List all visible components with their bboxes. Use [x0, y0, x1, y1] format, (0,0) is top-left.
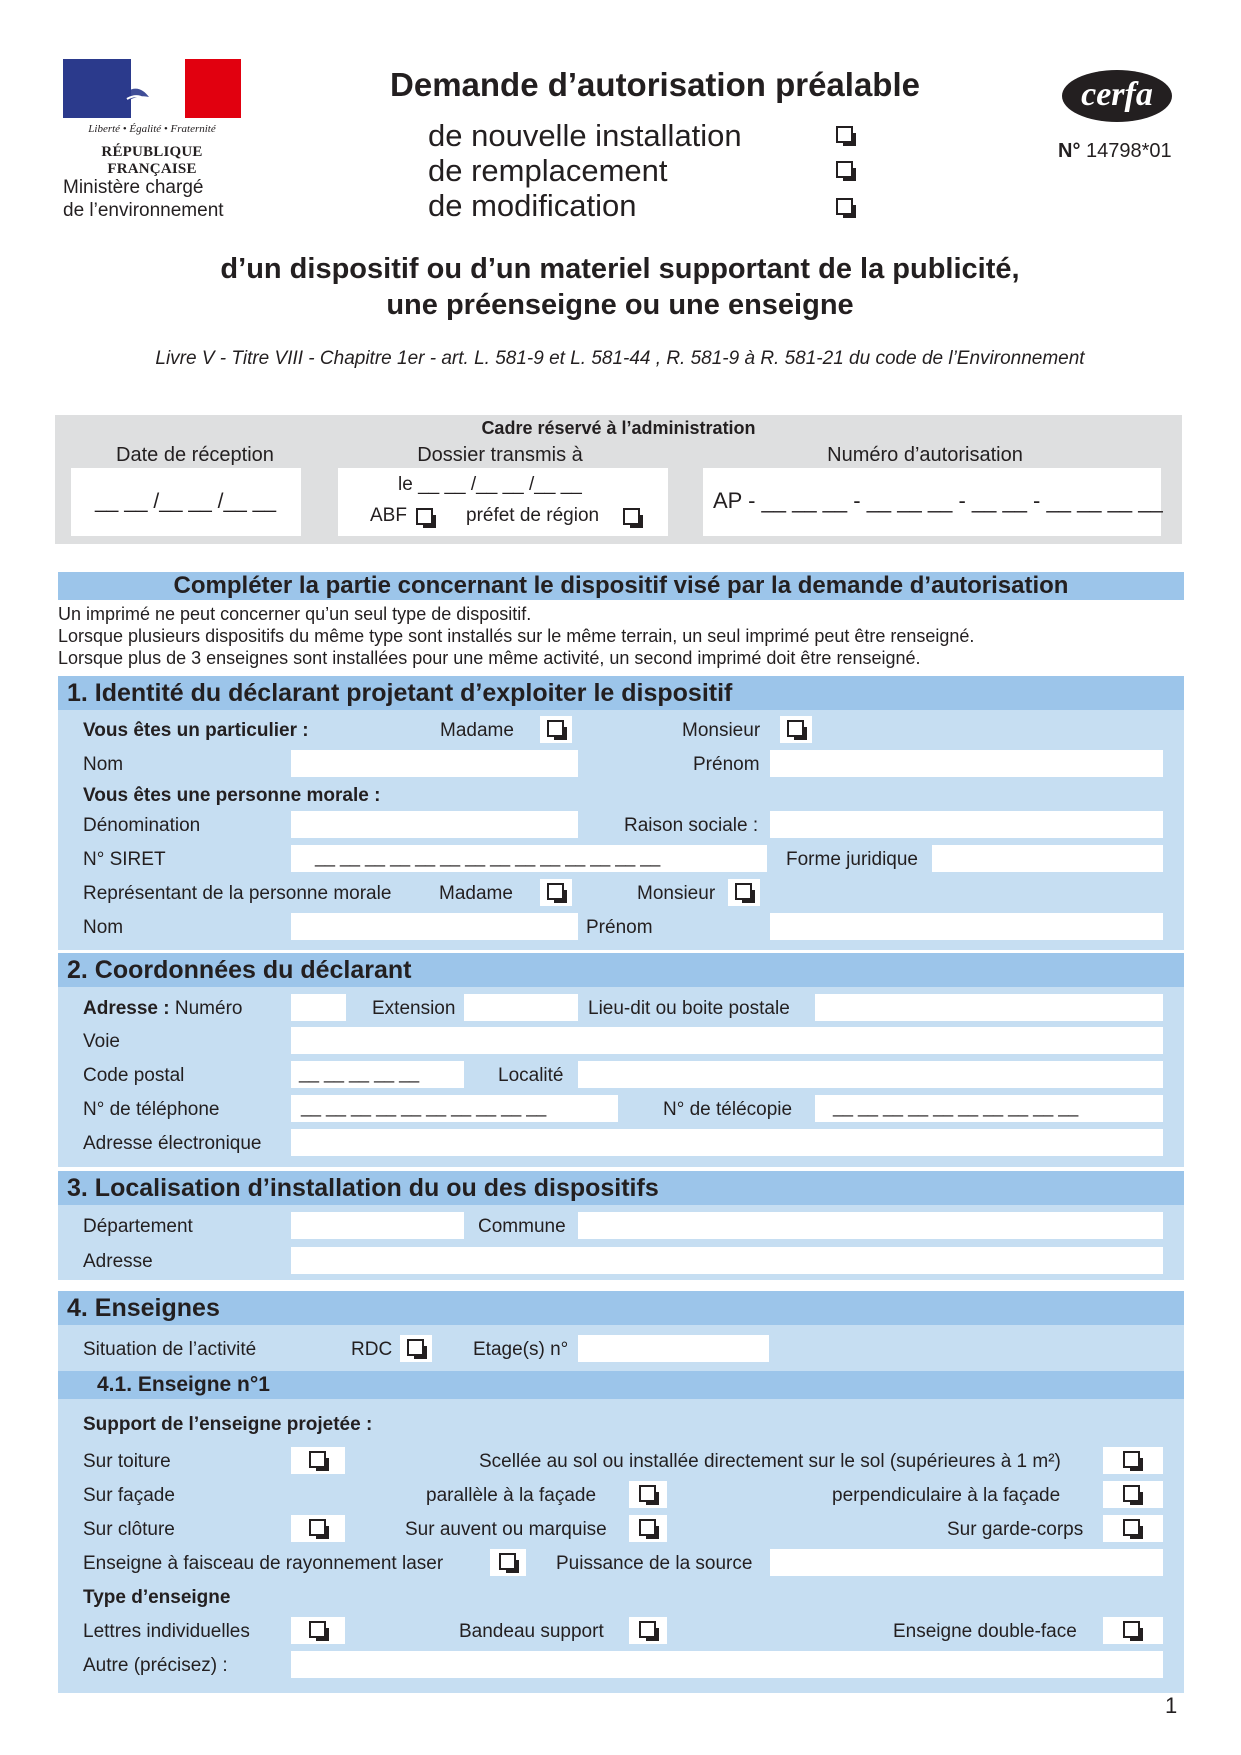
particulier-prenom-input[interactable]: [770, 750, 1163, 777]
particulier-monsieur-checkbox[interactable]: [780, 716, 812, 743]
checkbox-modification[interactable]: [836, 198, 853, 220]
siret-input[interactable]: [291, 845, 767, 872]
garde-corps-checkbox[interactable]: [1103, 1515, 1163, 1542]
scellee-label: Scellée au sol ou installée directement sur le sol (supérieures à 1 m²): [479, 1451, 1061, 1472]
adresse-numero-label: [83, 998, 242, 1020]
forme-juridique-label: Forme juridique: [786, 849, 918, 870]
abf-checkbox[interactable]: [416, 508, 433, 530]
commune-input[interactable]: [578, 1212, 1163, 1239]
nom-label: Nom: [83, 754, 124, 775]
telephone-mask: __ __ __ __ __ __ __ __ __ __: [301, 1097, 547, 1117]
support-label: Support de l’enseigne projetée :: [83, 1414, 373, 1435]
forme-juridique-input[interactable]: [932, 845, 1163, 872]
parallele-checkbox[interactable]: [629, 1481, 667, 1508]
code-postal-label: Code postal: [83, 1065, 185, 1086]
checkbox-remplacement[interactable]: [836, 161, 853, 183]
morale-label: Vous êtes une personne morale :: [83, 785, 381, 806]
section2-title: 2. Coordonnées du déclarant: [58, 953, 1184, 987]
autre-input[interactable]: [291, 1651, 1163, 1678]
section4-title: 4. Enseignes: [58, 1291, 1184, 1325]
toiture-checkbox[interactable]: [291, 1447, 345, 1474]
perpendiculaire-label: perpendiculaire à la façade: [832, 1485, 1061, 1506]
checkbox-nouvelle[interactable]: [836, 126, 853, 148]
telecopie-label: N° de télécopie: [663, 1099, 793, 1120]
code-postal-mask: __ __ __ __ __: [299, 1063, 420, 1083]
section3-title: 3. Localisation d’installation du ou des dispositifs: [58, 1171, 1184, 1205]
representant-monsieur-label: Monsieur: [637, 883, 716, 904]
lettres-checkbox[interactable]: [291, 1617, 345, 1644]
facade-label: Sur façade: [83, 1485, 175, 1506]
admin-title: Cadre réservé à l’administration: [481, 418, 756, 438]
voie-input[interactable]: [291, 1027, 1163, 1054]
option-remplacement: de remplacement: [428, 153, 668, 188]
numero-autorisation-field[interactable]: [703, 468, 1161, 536]
lettres-label: Lettres individuelles: [83, 1621, 250, 1642]
double-face-checkbox[interactable]: [1103, 1617, 1163, 1644]
representant-madame-checkbox[interactable]: [540, 879, 572, 906]
legal-reference: Livre V - Titre VIII - Chapitre 1er - art. L. 581-9 et L. 581-44 , R. 581-9 à R. 581-21 du code de l’Environnement: [155, 348, 1085, 369]
rdc-checkbox[interactable]: [400, 1335, 432, 1362]
puissance-input[interactable]: [770, 1549, 1163, 1576]
numero-autorisation-label: Numéro d’autorisation: [827, 444, 1023, 466]
laser-checkbox[interactable]: [490, 1549, 526, 1576]
extension-input[interactable]: [464, 994, 578, 1021]
raison-sociale-label: Raison sociale :: [624, 815, 759, 836]
representant-prenom-input[interactable]: [770, 913, 1163, 940]
cerfa-number-label: N°: [1058, 140, 1081, 162]
telecopie-mask: __ __ __ __ __ __ __ __ __ __: [833, 1097, 1079, 1117]
representant-prenom-label: Prénom: [586, 917, 653, 938]
bandeau-label: Bandeau support: [459, 1621, 604, 1642]
rdc-label: RDC: [351, 1339, 393, 1360]
section1-title: 1. Identité du déclarant projetant d’exploiter le dispositif: [58, 676, 1184, 710]
particulier-monsieur-label: Monsieur: [682, 720, 761, 741]
republic-name: RÉPUBLIQUE FRANÇAISE: [101, 144, 203, 177]
auvent-checkbox[interactable]: [629, 1515, 667, 1542]
ministry-line1: Ministère chargé: [63, 177, 204, 198]
commune-label: Commune: [478, 1216, 566, 1237]
puissance-label: Puissance de la source: [556, 1553, 753, 1574]
cerfa-number: [1058, 140, 1172, 163]
departement-label: Département: [83, 1216, 193, 1237]
option-nouvelle: de nouvelle installation: [428, 118, 742, 153]
instructions-heading: Compléter la partie concernant le dispositif visé par la demande d’autorisation: [58, 572, 1184, 600]
section3-adresse-label: Adresse: [83, 1251, 153, 1272]
date-mask: __ __ /__ __ /__ __: [95, 490, 276, 513]
dossier-label: Dossier transmis à: [417, 444, 583, 466]
garde-corps-label: Sur garde-corps: [947, 1519, 1084, 1540]
prenom-label: Prénom: [693, 754, 760, 775]
date-reception-field[interactable]: [71, 468, 301, 536]
siret-label: N° SIRET: [83, 849, 166, 870]
cerfa-number-value: 14798*01: [1086, 140, 1172, 162]
scellee-checkbox[interactable]: [1103, 1447, 1163, 1474]
perpendiculaire-checkbox[interactable]: [1103, 1481, 1163, 1508]
departement-input[interactable]: [291, 1212, 464, 1239]
page-number: 1: [1165, 1693, 1178, 1718]
toiture-label: Sur toiture: [83, 1451, 171, 1472]
admin-reserved-box: [55, 415, 1182, 544]
dossier-field[interactable]: [338, 468, 668, 536]
situation-label: Situation de l’activité: [83, 1339, 257, 1360]
instruction-line: Lorsque plus de 3 enseignes sont installées pour une même activité, un second imprimé doit être renseigné.: [58, 648, 921, 668]
option-modification: de modification: [428, 188, 637, 223]
etage-input[interactable]: [578, 1335, 769, 1362]
date-reception-label: Date de réception: [116, 444, 274, 466]
denomination-input[interactable]: [291, 811, 578, 838]
email-input[interactable]: [291, 1129, 1163, 1156]
lieudit-label: Lieu-dit ou boite postale: [588, 998, 790, 1019]
ministry: [63, 176, 253, 222]
prefet-label: préfet de région: [466, 505, 600, 526]
localite-label: Localité: [498, 1065, 564, 1086]
auvent-label: Sur auvent ou marquise: [405, 1519, 607, 1540]
representant-monsieur-checkbox[interactable]: [728, 879, 760, 906]
type-enseigne-label: Type d’enseigne: [83, 1587, 231, 1608]
denomination-label: Dénomination: [83, 815, 201, 836]
particulier-madame-checkbox[interactable]: [540, 716, 572, 743]
instruction-line: Lorsque plusieurs dispositifs du même type sont installés sur le même terrain, un seul imprimé peut être renseigné.: [58, 626, 975, 646]
representant-nom-input[interactable]: [291, 913, 578, 940]
siret-mask: __ __ __ __ __ __ __ __ __ __ __ __ __ __: [315, 847, 661, 867]
numero-mask: AP - __ __ __ - __ __ __ - __ __ - __ __ __ __: [713, 488, 1163, 513]
representant-nom-label: Nom: [83, 917, 124, 938]
dossier-date-mask: le __ __ /__ __ /__ __: [398, 474, 582, 495]
autre-label: Autre (précisez) :: [83, 1655, 228, 1676]
voie-label: Voie: [83, 1031, 120, 1052]
etage-label: Etage(s) n°: [473, 1339, 569, 1360]
page-title: Demande d’autorisation préalable: [390, 66, 920, 103]
cloture-label: Sur clôture: [83, 1519, 175, 1540]
representant-madame-label: Madame: [439, 883, 513, 904]
cerfa-logo: cerfa: [1062, 70, 1172, 122]
motto: Liberté • Égalité • Fraternité: [88, 123, 216, 135]
telephone-input[interactable]: [291, 1095, 618, 1122]
particulier-nom-input[interactable]: [291, 750, 578, 777]
numero-label: Numéro: [174, 998, 243, 1019]
republique-francaise-logo: [63, 59, 241, 118]
telecopie-input[interactable]: [815, 1095, 1163, 1122]
subtitle: [140, 251, 1100, 323]
localite-input[interactable]: [578, 1061, 1163, 1088]
raison-sociale-input[interactable]: [770, 811, 1163, 838]
extension-label: Extension: [372, 998, 456, 1019]
laser-label: Enseigne à faisceau de rayonnement laser: [83, 1553, 444, 1574]
marianne-icon: [119, 63, 189, 115]
instructions-text: [58, 603, 974, 669]
lieudit-input[interactable]: [815, 994, 1163, 1021]
telephone-label: N° de téléphone: [83, 1099, 220, 1120]
enseigne1-title: 4.1. Enseigne n°1: [58, 1371, 1184, 1399]
double-face-label: Enseigne double-face: [893, 1621, 1077, 1642]
adresse-label: Adresse :: [83, 998, 170, 1019]
ministry-line2: de l’environnement: [63, 200, 224, 221]
subtitle-line2: une préenseigne ou une enseigne: [386, 289, 854, 321]
instruction-line: Un imprimé ne peut concerner qu’un seul type de dispositif.: [58, 604, 532, 624]
representant-label: Représentant de la personne morale: [83, 883, 392, 904]
section3-adresse-input[interactable]: [291, 1247, 1163, 1274]
particulier-madame-label: Madame: [440, 720, 514, 741]
code-postal-input[interactable]: [291, 1061, 464, 1088]
particulier-label: Vous êtes un particulier :: [83, 720, 309, 741]
email-label: Adresse électronique: [83, 1133, 262, 1154]
bandeau-checkbox[interactable]: [629, 1617, 667, 1644]
numero-input[interactable]: [291, 994, 346, 1021]
cloture-checkbox[interactable]: [291, 1515, 345, 1542]
prefet-checkbox[interactable]: [623, 508, 640, 530]
subtitle-line1: d’un dispositif ou d’un materiel supportant de la publicité,: [220, 253, 1020, 285]
parallele-label: parallèle à la façade: [426, 1485, 597, 1506]
abf-label: ABF: [370, 505, 407, 526]
